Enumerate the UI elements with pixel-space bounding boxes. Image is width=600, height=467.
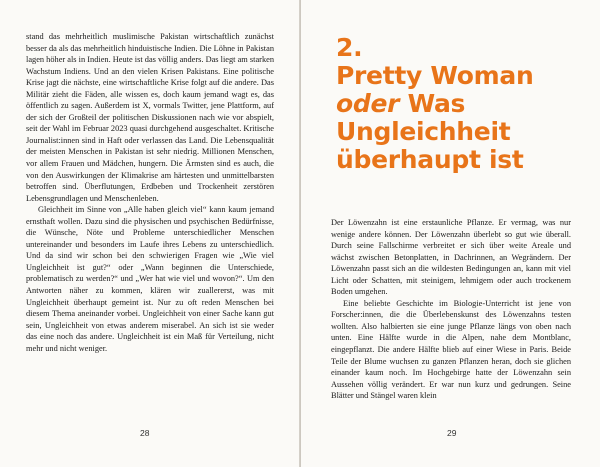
paragraph: stand das mehrheitlich muslimische Pakistan wirtschaftlich zunächst besser da als das mehrheitlich hinduistische Indien. Die Löhne in Pakistan lagen höher als in Indien. Heute ist das völlig anders. Das liegt am starken Wachstum Indiens. Und an den vielen Krisen Pakistans. Eine politische Krise jagt die nächste, eine wirtschaftliche Krise folgt auf die andere. Das Militär zieht die Fäden, alle wissen es, doch kaum jemand wagt es, das öffentlich zu sagen. Außerdem ist X, vormals Twitter, jene Plattform, auf der sich der Großteil der politischen Diskussionen nach wie vor abspielt, seit der Wahl im Februar 2023 quasi durchgehend ausgeschaltet. Kritische Journalist:innen sind in Haft oder verlassen das Land. Die Lebensqualität der meisten Menschen in Pakistan ist sehr niedrig. Millionen Menschen, vor allem Frauen und Mädchen, hungern. Die Ärmsten sind es auch, die von den Auswirkungen der Klimakrise am härtesten und unmittelbarsten betroffen sind. Überflutungen, Erdbeben und Trockenheit zerstören Lebensgrundlagen und Menschenleben.	[26, 32, 274, 203]
right-page	[301, 0, 600, 467]
right-body-text	[331, 217, 571, 402]
page-number: 28	[140, 428, 150, 438]
chapter-number: 2.	[336, 33, 363, 62]
left-body-text	[26, 31, 274, 354]
chapter-title-part: Was	[407, 89, 466, 118]
chapter-title	[336, 34, 534, 174]
chapter-title-line: Ungleichheit	[336, 117, 511, 146]
paragraph: Der Löwenzahn ist eine erstaunliche Pflanze. Er vermag, was nur wenige andere können. Der Löwenzahn überlebt so gut wie überall. Durch seine Fallschirme verbreitet er sich über weite Areale und wächst zwischen Betonplatten, in Dachrinnen, an Wegrändern. Der Löwenzahn passt sich an die wildesten Bedingungen an, kann mit viel Licht oder Schatten, mit steinigem, lehmigem oder auch trockenem Boden umgehen.	[331, 218, 571, 297]
chapter-title-italic: oder	[336, 89, 400, 118]
chapter-title-line	[336, 90, 534, 118]
chapter-title-part: Pretty Woman	[336, 61, 534, 90]
paragraph: Eine beliebte Geschichte im Biologie-Unterricht ist jene von Forscher:innen, die die Überlebenskunst des Löwenzahns testen wollten. Also halbierten sie eine junge Pflanze längs von oben nach unten. Eine Hälfte wurde in die Alpen, nahe dem Montblanc, eingepflanzt. Die andere Hälfte blieb auf einer Wiese in Paris. Beide Teile der Blume wuchsen zu ganzen Pflanzen heran, doch sie glichen einander kaum noch. Im Hochgebirge hatte der Löwenzahn sein Aussehen völlig verändert. Er war nun kurz und gedrungen. Seine Blätter und Stängel waren klein	[331, 298, 571, 401]
paragraph: Gleichheit im Sinne von „Alle haben gleich viel“ kann kaum jemand ernsthaft wollen. Dazu sind die physischen und psychischen Bedürfnisse, die Wünsche, Nöte und Probleme unterschiedlicher Menschen untereinander und besonders im Laufe ihres Lebens zu unterschiedlich. Und da sind wir schon bei den schwierigen Fragen wie „Wie viel Ungleichheit ist gut?“ oder „Wann beginnen die Unterschiede, problematisch zu werden?“ und „Wer hat wie viel und wovon?“. Um den Antworten näher zu kommen, klären wir zuallererst, was mit Ungleichheit überhaupt gemeint ist. Nur zu oft reden Menschen bei diesem Thema aneinander vorbei. Ungleichheit von einer Sache kann gut sein, Ungleichheit von etwas anderem miserabel. An sich ist sie weder das eine noch das andere. Ungleichheit ist ein Maß für Verteilung, nicht mehr und nicht weniger.	[26, 205, 274, 353]
left-page	[0, 0, 299, 467]
chapter-title-line	[336, 62, 534, 90]
chapter-title-line: überhaupt ist	[336, 145, 524, 174]
page-number: 29	[447, 428, 457, 438]
